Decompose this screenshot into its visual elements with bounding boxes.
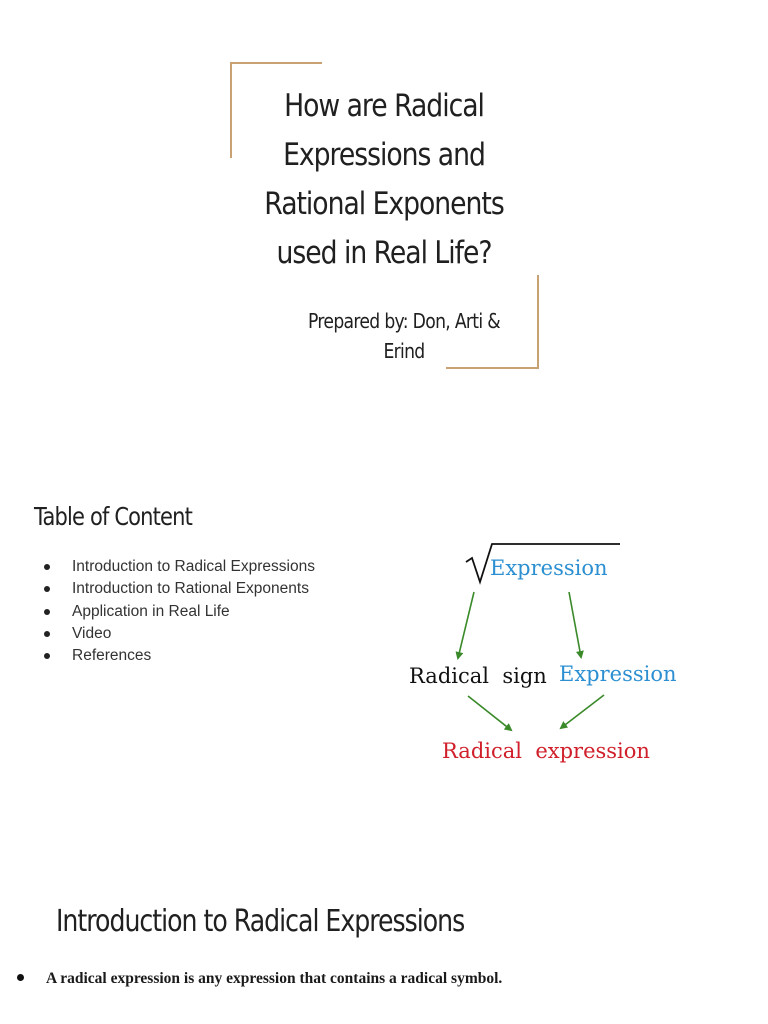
accent-bracket-bottom-right-vertical	[537, 275, 539, 369]
accent-bracket-bottom-right	[446, 367, 539, 369]
accent-bracket-top-left-vertical	[230, 62, 232, 158]
toc-item-label: Introduction to Rational Exponents	[72, 580, 309, 598]
arrow-expression-to-result	[561, 695, 604, 728]
diagram-result-label: Radical expression	[442, 739, 650, 763]
toc-item-rational-exponents	[44, 578, 315, 600]
toc-item-label: Video	[72, 624, 112, 642]
bullet-icon	[44, 564, 50, 570]
bullet-icon	[44, 586, 50, 592]
bullet-icon	[44, 609, 50, 615]
bullet-icon	[44, 631, 50, 637]
toc-item-label: Introduction to Radical Expressions	[72, 558, 315, 575]
toc-item-application	[44, 601, 315, 623]
presentation-title: How are Radical Expressions and Rational Exponents used in Real Life?	[264, 88, 504, 271]
arrow-radical-sign-to-result	[468, 696, 511, 730]
bullet-icon	[44, 653, 50, 659]
toc-item-radical-expressions	[44, 556, 315, 578]
diagram-expression-label: Expression	[490, 556, 608, 580]
arrow-to-radical-sign	[458, 592, 474, 658]
title-slide	[0, 0, 768, 410]
bullet-icon	[17, 974, 24, 981]
intro-bullet-text: A radical expression is any expression that contains a radical symbol.	[46, 970, 503, 987]
toc-item-video	[44, 623, 315, 645]
toc-item-label: References	[72, 647, 152, 665]
prepared-by-subtitle: Prepared by: Don, Arti & Erind	[308, 309, 500, 363]
intro-bullet	[17, 966, 527, 991]
toc-heading: Table of Content	[34, 502, 192, 531]
diagram-expression-mid-label: Expression	[559, 662, 677, 686]
toc-list	[44, 556, 315, 667]
arrow-to-expression	[569, 592, 581, 657]
intro-bullet-list	[17, 966, 527, 991]
accent-bracket-top-left	[230, 62, 322, 64]
radical-expression-diagram	[400, 540, 690, 770]
toc-item-references	[44, 645, 315, 667]
intro-heading: Introduction to Radical Expressions	[56, 904, 465, 939]
diagram-radical-sign-label: Radical sign	[409, 664, 547, 688]
toc-item-label: Application in Real Life	[72, 602, 230, 620]
